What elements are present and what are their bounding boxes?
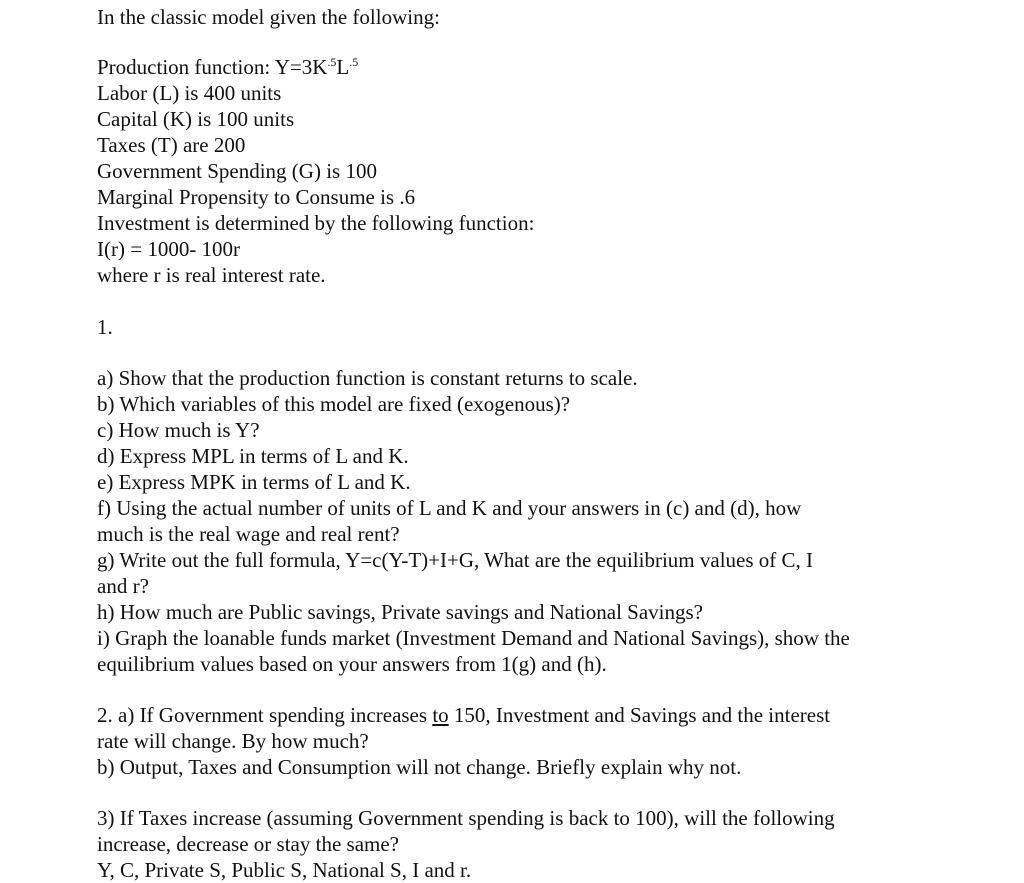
question-1d: d) Express MPL in terms of L and K.	[97, 444, 409, 468]
question-1a: a) Show that the production function is constant returns to scale.	[97, 366, 638, 390]
question-1i-line-1: i) Graph the loanable funds market (Investment Demand and National Savings), show the	[97, 626, 850, 650]
investment-function: I(r) = 1000- 100r	[97, 237, 241, 261]
given-labor: Labor (L) is 400 units	[97, 81, 282, 105]
question-3-line-1: 3) If Taxes increase (assuming Government spending is back to 100), will the following	[97, 806, 835, 830]
question-2a-text-end: 150, Investment and Savings and the interest	[448, 703, 831, 727]
question-1i-line-2: equilibrium values based on your answers from 1(g) and (h).	[97, 652, 607, 676]
question-1f-line-2: much is the real wage and real rent?	[97, 522, 400, 546]
given-mpc: Marginal Propensity to Consume is .6	[97, 185, 416, 209]
question-1e: e) Express MPK in terms of L and K.	[97, 470, 411, 494]
question-3-line-3: Y, C, Private S, Public S, National S, I and r.	[97, 858, 472, 882]
production-function	[97, 54, 358, 80]
question-1-number: 1.	[97, 315, 113, 339]
given-government-spending: Government Spending (G) is 100	[97, 159, 377, 183]
document-title: In the classic model given the following:	[97, 5, 440, 29]
question-1c: c) How much is Y?	[97, 418, 260, 442]
question-2a-text-start: 2. a) If Government spending increases	[97, 703, 433, 727]
question-3-line-2: increase, decrease or stay the same?	[97, 832, 399, 856]
question-2a-line-1	[97, 702, 830, 728]
capital-exponent: .5	[327, 55, 337, 69]
question-2b: b) Output, Taxes and Consumption will not change. Briefly explain why not.	[97, 755, 742, 779]
question-1g-line-1: g) Write out the full formula, Y=c(Y-T)+I+G, What are the equilibrium values of C, I	[97, 548, 814, 572]
production-function-label: Production function: Y=3K	[97, 55, 328, 79]
given-taxes: Taxes (T) are 200	[97, 133, 246, 157]
question-1h: h) How much are Public savings, Private savings and National Savings?	[97, 600, 703, 624]
investment-note: where r is real interest rate.	[97, 263, 326, 287]
given-capital: Capital (K) is 100 units	[97, 107, 295, 131]
question-2a-underlined-word: to	[432, 703, 449, 727]
question-1f-line-1: f) Using the actual number of units of L and K and your answers in (c) and (d), how	[97, 496, 802, 520]
labor-variable: L	[336, 55, 350, 79]
labor-exponent: .5	[349, 55, 359, 69]
question-1g-line-2: and r?	[97, 574, 149, 598]
question-1b: b) Which variables of this model are fixed (exogenous)?	[97, 392, 571, 416]
question-2a-line-2: rate will change. By how much?	[97, 729, 369, 753]
given-investment-intro: Investment is determined by the following function:	[97, 211, 535, 235]
